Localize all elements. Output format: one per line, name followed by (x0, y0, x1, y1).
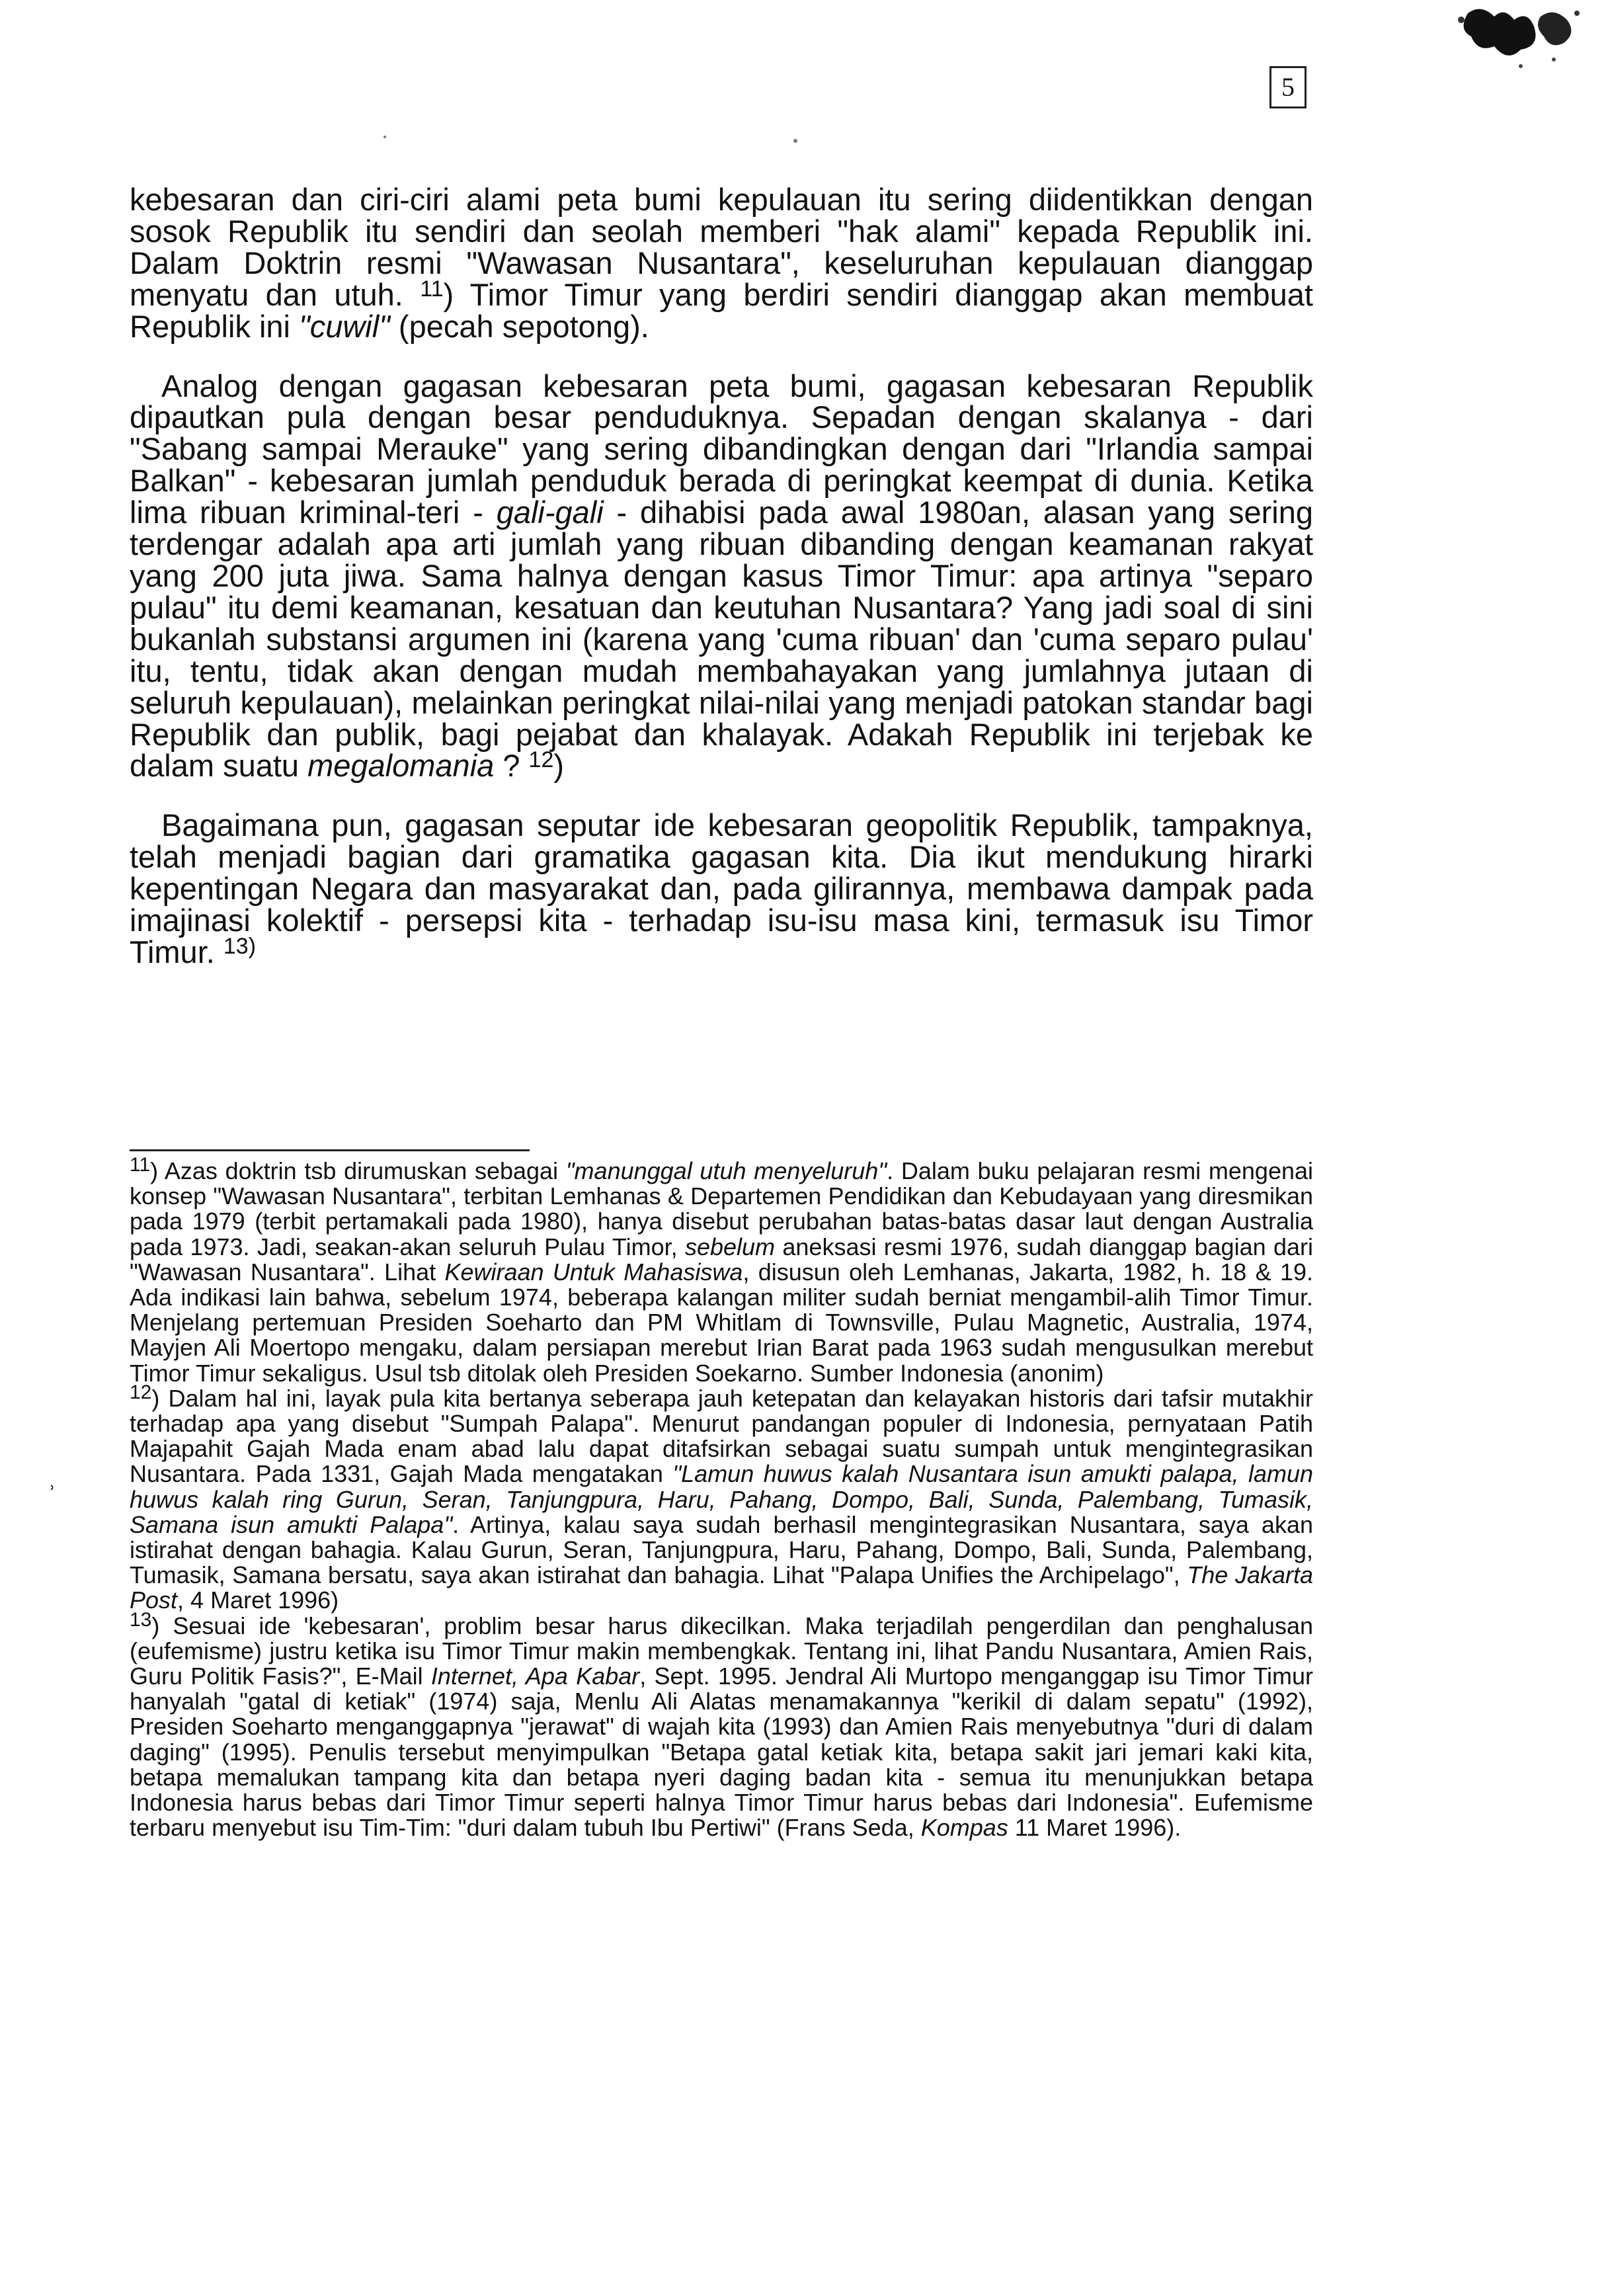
italic-text: gali-gali (496, 495, 604, 530)
text-run: , disusun oleh Lemhanas, Jakarta, 1982, h. 18 & 19. Ada indikasi lain bahwa, sebelum 1974, beberapa kalangan militer sudah berniat mengambil-alih Timor Timur. Menjelang pertemuan Presiden Soeharto dan PM Whitlam di Townsville, Pulau Magnetic, Australia, 1974, Mayjen Ali Moertopo mengaku, dalam persiapan merebut Irian Barat pada 1963 sudah mengusulkan merebut Timor Timur sekaligus. Usul tsb ditolak oleh Presiden Soekarno. Sumber Indonesia (anonim) (130, 1258, 1314, 1387)
italic-text: Kewiraan Untuk Mahasiswa (444, 1258, 743, 1286)
text-run: ) Dalam hal ini, layak pula kita bertanya seberapa jauh ketepatan dan kelayakan historis dari tafsir mutakhir terhadap apa yang disebut "Sumpah Palapa". Menurut pandangan populer di Indonesia, pernyataan Patih Majapahit Gajah Mada enam abad lalu dapat ditafsirkan sebagai suatu sumpah untuk mengintegrasikan Nusantara. Pada 1331, Gajah Mada mengatakan (130, 1384, 1313, 1488)
ink-blot-scan-artifact (1441, 0, 1587, 79)
text-run: ) Timor Timur yang berdiri sendiri dianggap akan membuat Republik ini (130, 276, 1313, 344)
text-run: . Artinya, kalau saya sudah berhasil mengintegrasikan Nusantara, saya akan istirahat dengan bahagia. Kalau Gurun, Seran, Tanjungpura, Haru, Pahang, Dompo, Bali, Sunda, Palembang, Tumasik, Samana bersatu, saya akan istirahat dan bahagia. Lihat "Palapa Unifies the Archipelago", (130, 1510, 1313, 1589)
scan-speck (383, 136, 386, 138)
footnote-reference: 12 (130, 1381, 152, 1403)
italic-text: "Lamun huwus kalah Nusantara isun amukti palapa, lamun huwus kalah ring Gurun, Seran, Tanjungpura, Haru, Pahang, Dompo, Bali, Sunda, Palembang, Tumasik, Samana isun amukti Palapa" (130, 1460, 1313, 1538)
footnote (130, 1154, 1314, 1387)
footnote-reference: 11 (130, 1154, 151, 1176)
footnote-separator (130, 1149, 530, 1151)
text-run: ) Azas doktrin tsb dirumuskan sebagai (150, 1157, 566, 1184)
margin-mark: ˒ (48, 1468, 57, 1497)
main-body (130, 184, 1313, 968)
page-number: 5 (1269, 66, 1306, 108)
text-run: , 4 Maret 1996) (177, 1586, 339, 1614)
text-run: (pecah sepotong). (389, 308, 649, 344)
italic-text: The Jakarta Post (130, 1561, 1314, 1614)
footnote-reference: 13) (223, 933, 257, 959)
footnote-reference: 12 (528, 747, 554, 773)
italic-text: sebelum (684, 1233, 776, 1260)
text-run: kebesaran dan ciri-ciri alami peta bumi kepulauan itu sering diidentikkan dengan sosok Republik itu sendiri dan seolah memberi "hak alami" kepada Republik ini. Dalam Doktrin resmi "Wawasan Nusantara", keseluruhan kepulauan dianggap menyatu dan utuh. (130, 182, 1313, 312)
text-run: , Sept. 1995. Jendral Ali Murtopo menganggap isu Timor Timur hanyalah "gatal di ketiak" (1974) saja, Menlu Ali Alatas menamakannya "kerikil di dalam sepatu" (1992), Presiden Soeharto menganggapnya "jerawat" di wajah kita (1993) dan Amien Rais menyebutnya "duri di dalam daging" (1995). Penulis tersebut menyimpulkan "Betapa gatal ketiak kita, betapa sakit jari jemari kaki kita, betapa memalukan tampang kita dan betapa nyeri daging badan kita - semua itu menunjukkan betapa Indonesia harus bebas dari Timor Timur seperti halnya Timor Timur harus bebas dari Indonesia". Eufemisme terbaru menyebut isu Tim-Tim: "duri dalam tubuh Ibu Pertiwi" (Frans Seda, (130, 1662, 1314, 1842)
text-run: ) Sesuai ide 'kebesaran', problim besar harus dikecilkan. Maka terjadilah pengerdilan dan penghalusan (eufemisme) justru ketika isu Timor Timur makin membengkak. Tentang ini, lihat Pandu Nusantara, Amien Rais, Guru Politik Fasis?", E-Mail (130, 1612, 1313, 1690)
text-run: Analog dengan gagasan kebesaran peta bumi, gagasan kebesaran Republik dipautkan pula dengan besar penduduknya. Sepadan dengan skalanya - dari "Sabang sampai Merauke" yang sering dibandingkan dengan dari "Irlandia sampai Balkan" - kebesaran jumlah penduduk berada di peringkat keempat di dunia. Ketika lima ribuan kriminal-teri - (130, 368, 1313, 530)
italic-text: Kompas (920, 1814, 1008, 1842)
paragraph (130, 370, 1313, 782)
paragraph (130, 184, 1313, 343)
footnote (130, 1608, 1314, 1842)
paragraph (130, 809, 1313, 968)
text-run: 11 Maret 1996). (1008, 1814, 1182, 1842)
text-run: . Dalam buku pelajaran resmi mengenai konsep "Wawasan Nusantara", terbitan Lemhanas & Departemen Pendidikan dan Kebudayaan yang diresmikan pada 1979 (terbit pertamakali pada 1980), hanya disebut perubahan batas-batas dasar laut dengan Australia pada 1973. Jadi, seakan-akan seluruh Pulau Timor, (130, 1157, 1314, 1260)
scan-speck (793, 139, 797, 143)
footnotes (130, 1154, 1314, 1842)
text-run: ) (553, 748, 565, 784)
italic-text: megalomania (307, 748, 495, 784)
italic-text: "cuwil" (299, 308, 390, 344)
text-run: Bagaimana pun, gagasan seputar ide kebesaran geopolitik Republik, tampaknya, telah menjadi bagian dari gramatika gagasan kita. Dia ikut mendukung hirarki kepentingan Negara dan masyarakat dan, pada gilirannya, membawa dampak pada imajinasi kolektif - persepsi kita - terhadap isu-isu masa kini, termasuk isu Timor Timur. (130, 807, 1313, 969)
text-run: ? (494, 748, 529, 784)
italic-text: Internet, Apa Kabar (430, 1662, 640, 1690)
italic-text: "manunggal utuh menyeluruh" (565, 1157, 887, 1184)
footnote-reference: 13 (130, 1608, 152, 1631)
footnote (130, 1381, 1314, 1614)
footnote-reference: 11 (420, 276, 444, 302)
text-run: aneksasi resmi 1976, sudah dianggap bagian dari "Wawasan Nusantara". Lihat (130, 1233, 1313, 1286)
text-run: - dihabisi pada awal 1980an, alasan yang sering terdengar adalah apa arti jumlah yang ribuan dibanding dengan keamanan rakyat yang 200 juta jiwa. Sama halnya dengan kasus Timor Timur: apa artinya "separo pulau" itu demi keamanan, kesatuan dan keutuhan Nusantara? Yang jadi soal di sini bukanlah substansi argumen ini (karena yang 'cuma ribuan' dan 'cuma separo pulau' itu, tentu, tidak akan dengan mudah membahayakan yang jumlahnya jutaan di seluruh kepulauan), melainkan peringkat nilai-nilai yang menjadi patokan standar bagi Republik dan publik, bagi pejabat dan khalayak. Adakah Republik ini terjebak ke dalam suatu (130, 495, 1313, 784)
